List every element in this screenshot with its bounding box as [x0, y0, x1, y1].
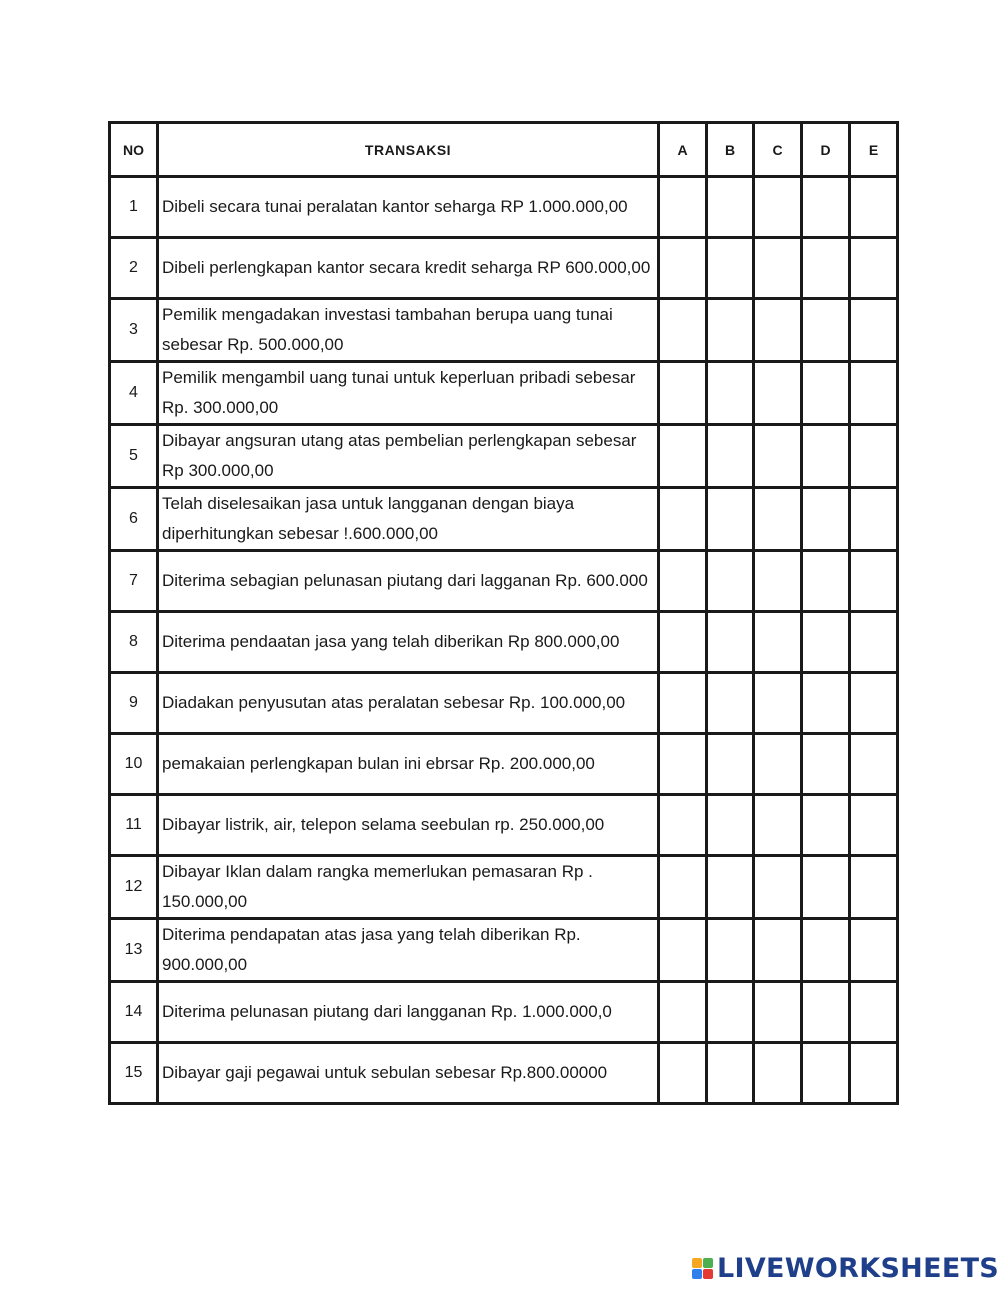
answer-cell-a[interactable]	[659, 177, 707, 238]
table-row	[110, 425, 898, 488]
transaction-description: Telah diselesaikan jasa untuk langganan dengan biaya diperhitungkan sebesar !.600.000,00	[158, 488, 659, 551]
answer-cell-a[interactable]	[659, 982, 707, 1043]
answer-cell-b[interactable]	[707, 177, 754, 238]
answer-cell-c[interactable]	[754, 425, 802, 488]
row-number: 6	[110, 488, 158, 551]
row-number: 15	[110, 1043, 158, 1104]
transaction-description: Dibayar gaji pegawai untuk sebulan sebesar Rp.800.00000	[158, 1043, 659, 1104]
answer-cell-a[interactable]	[659, 238, 707, 299]
table-row	[110, 238, 898, 299]
transaction-description: Pemilik mengambil uang tunai untuk keperluan pribadi sebesar Rp. 300.000,00	[158, 362, 659, 425]
row-number: 13	[110, 919, 158, 982]
answer-cell-d[interactable]	[802, 488, 850, 551]
answer-cell-e[interactable]	[850, 238, 898, 299]
answer-cell-b[interactable]	[707, 982, 754, 1043]
answer-cell-b[interactable]	[707, 734, 754, 795]
answer-cell-a[interactable]	[659, 551, 707, 612]
answer-cell-a[interactable]	[659, 919, 707, 982]
header-a: A	[659, 123, 707, 177]
answer-cell-d[interactable]	[802, 1043, 850, 1104]
logo-square-blue	[692, 1269, 702, 1279]
answer-cell-e[interactable]	[850, 425, 898, 488]
table-row	[110, 1043, 898, 1104]
answer-cell-d[interactable]	[802, 919, 850, 982]
transaction-description: Dibeli perlengkapan kantor secara kredit seharga RP 600.000,00	[158, 238, 659, 299]
answer-cell-e[interactable]	[850, 673, 898, 734]
answer-cell-e[interactable]	[850, 551, 898, 612]
answer-cell-a[interactable]	[659, 1043, 707, 1104]
header-b: B	[707, 123, 754, 177]
row-number: 2	[110, 238, 158, 299]
row-number: 5	[110, 425, 158, 488]
header-c: C	[754, 123, 802, 177]
header-transaksi: TRANSAKSI	[158, 123, 659, 177]
table-row	[110, 795, 898, 856]
answer-cell-a[interactable]	[659, 299, 707, 362]
table-row	[110, 919, 898, 982]
answer-cell-c[interactable]	[754, 795, 802, 856]
answer-cell-d[interactable]	[802, 177, 850, 238]
answer-cell-a[interactable]	[659, 734, 707, 795]
transaction-description: Dibayar angsuran utang atas pembelian perlengkapan sebesar Rp 300.000,00	[158, 425, 659, 488]
answer-cell-d[interactable]	[802, 362, 850, 425]
header-no: NO	[110, 123, 158, 177]
answer-cell-b[interactable]	[707, 299, 754, 362]
answer-cell-a[interactable]	[659, 362, 707, 425]
answer-cell-e[interactable]	[850, 734, 898, 795]
answer-cell-b[interactable]	[707, 488, 754, 551]
answer-cell-c[interactable]	[754, 856, 802, 919]
answer-cell-d[interactable]	[802, 425, 850, 488]
table-row	[110, 551, 898, 612]
transaction-description: Diterima sebagian pelunasan piutang dari lagganan Rp. 600.000	[158, 551, 659, 612]
row-number: 12	[110, 856, 158, 919]
table-row	[110, 362, 898, 425]
answer-cell-c[interactable]	[754, 488, 802, 551]
header-e: E	[850, 123, 898, 177]
answer-cell-d[interactable]	[802, 795, 850, 856]
answer-cell-a[interactable]	[659, 488, 707, 551]
logo-square-orange	[692, 1258, 702, 1268]
answer-cell-d[interactable]	[802, 299, 850, 362]
answer-cell-b[interactable]	[707, 425, 754, 488]
answer-cell-b[interactable]	[707, 795, 754, 856]
liveworksheets-logo-icon	[692, 1258, 713, 1279]
row-number: 11	[110, 795, 158, 856]
transaction-description: Dibayar listrik, air, telepon selama seebulan rp. 250.000,00	[158, 795, 659, 856]
answer-cell-e[interactable]	[850, 362, 898, 425]
answer-cell-c[interactable]	[754, 673, 802, 734]
answer-cell-c[interactable]	[754, 299, 802, 362]
answer-cell-e[interactable]	[850, 982, 898, 1043]
table-row	[110, 299, 898, 362]
row-number: 3	[110, 299, 158, 362]
answer-cell-b[interactable]	[707, 238, 754, 299]
answer-cell-e[interactable]	[850, 856, 898, 919]
answer-cell-b[interactable]	[707, 362, 754, 425]
answer-cell-a[interactable]	[659, 856, 707, 919]
brand-name: LIVEWORKSHEETS	[717, 1252, 1000, 1284]
table-row	[110, 982, 898, 1043]
answer-cell-a[interactable]	[659, 425, 707, 488]
answer-cell-c[interactable]	[754, 734, 802, 795]
header-d: D	[802, 123, 850, 177]
table-row	[110, 612, 898, 673]
answer-cell-b[interactable]	[707, 673, 754, 734]
transaction-description: Diterima pelunasan piutang dari langganan Rp. 1.000.000,0	[158, 982, 659, 1043]
answer-cell-a[interactable]	[659, 612, 707, 673]
row-number: 10	[110, 734, 158, 795]
row-number: 1	[110, 177, 158, 238]
answer-cell-d[interactable]	[802, 856, 850, 919]
row-number: 7	[110, 551, 158, 612]
answer-cell-b[interactable]	[707, 551, 754, 612]
answer-cell-c[interactable]	[754, 551, 802, 612]
header-row	[110, 123, 898, 177]
table-row	[110, 734, 898, 795]
answer-cell-e[interactable]	[850, 1043, 898, 1104]
answer-cell-c[interactable]	[754, 362, 802, 425]
answer-cell-e[interactable]	[850, 612, 898, 673]
transaction-description: pemakaian perlengkapan bulan ini ebrsar Rp. 200.000,00	[158, 734, 659, 795]
table-row	[110, 856, 898, 919]
answer-cell-a[interactable]	[659, 795, 707, 856]
answer-cell-c[interactable]	[754, 177, 802, 238]
answer-cell-c[interactable]	[754, 982, 802, 1043]
answer-cell-b[interactable]	[707, 919, 754, 982]
answer-cell-e[interactable]	[850, 299, 898, 362]
transaction-description: Diterima pendaatan jasa yang telah diberikan Rp 800.000,00	[158, 612, 659, 673]
table-row	[110, 488, 898, 551]
transaction-description: Pemilik mengadakan investasi tambahan berupa uang tunai sebesar Rp. 500.000,00	[158, 299, 659, 362]
transaction-description: Dibeli secara tunai peralatan kantor seharga RP 1.000.000,00	[158, 177, 659, 238]
logo-square-green	[703, 1258, 713, 1268]
answer-cell-d[interactable]	[802, 734, 850, 795]
answer-cell-d[interactable]	[802, 673, 850, 734]
row-number: 8	[110, 612, 158, 673]
answer-cell-e[interactable]	[850, 919, 898, 982]
liveworksheets-brand	[692, 1252, 999, 1284]
answer-cell-b[interactable]	[707, 612, 754, 673]
answer-cell-c[interactable]	[754, 1043, 802, 1104]
answer-cell-d[interactable]	[802, 551, 850, 612]
transaction-description: Dibayar Iklan dalam rangka memerlukan pemasaran Rp . 150.000,00	[158, 856, 659, 919]
answer-cell-d[interactable]	[802, 612, 850, 673]
row-number: 4	[110, 362, 158, 425]
answer-cell-d[interactable]	[802, 982, 850, 1043]
table-row	[110, 177, 898, 238]
answer-cell-c[interactable]	[754, 612, 802, 673]
answer-cell-e[interactable]	[850, 488, 898, 551]
transaction-description: Diterima pendapatan atas jasa yang telah diberikan Rp. 900.000,00	[158, 919, 659, 982]
answer-cell-b[interactable]	[707, 1043, 754, 1104]
answer-cell-d[interactable]	[802, 238, 850, 299]
transaction-description: Diadakan penyusutan atas peralatan sebesar Rp. 100.000,00	[158, 673, 659, 734]
logo-square-red	[703, 1269, 713, 1279]
row-number: 14	[110, 982, 158, 1043]
row-number: 9	[110, 673, 158, 734]
table-row	[110, 673, 898, 734]
answer-cell-a[interactable]	[659, 673, 707, 734]
answer-cell-c[interactable]	[754, 919, 802, 982]
transaction-table	[108, 121, 899, 1105]
answer-cell-b[interactable]	[707, 856, 754, 919]
answer-cell-e[interactable]	[850, 795, 898, 856]
answer-cell-c[interactable]	[754, 238, 802, 299]
answer-cell-e[interactable]	[850, 177, 898, 238]
